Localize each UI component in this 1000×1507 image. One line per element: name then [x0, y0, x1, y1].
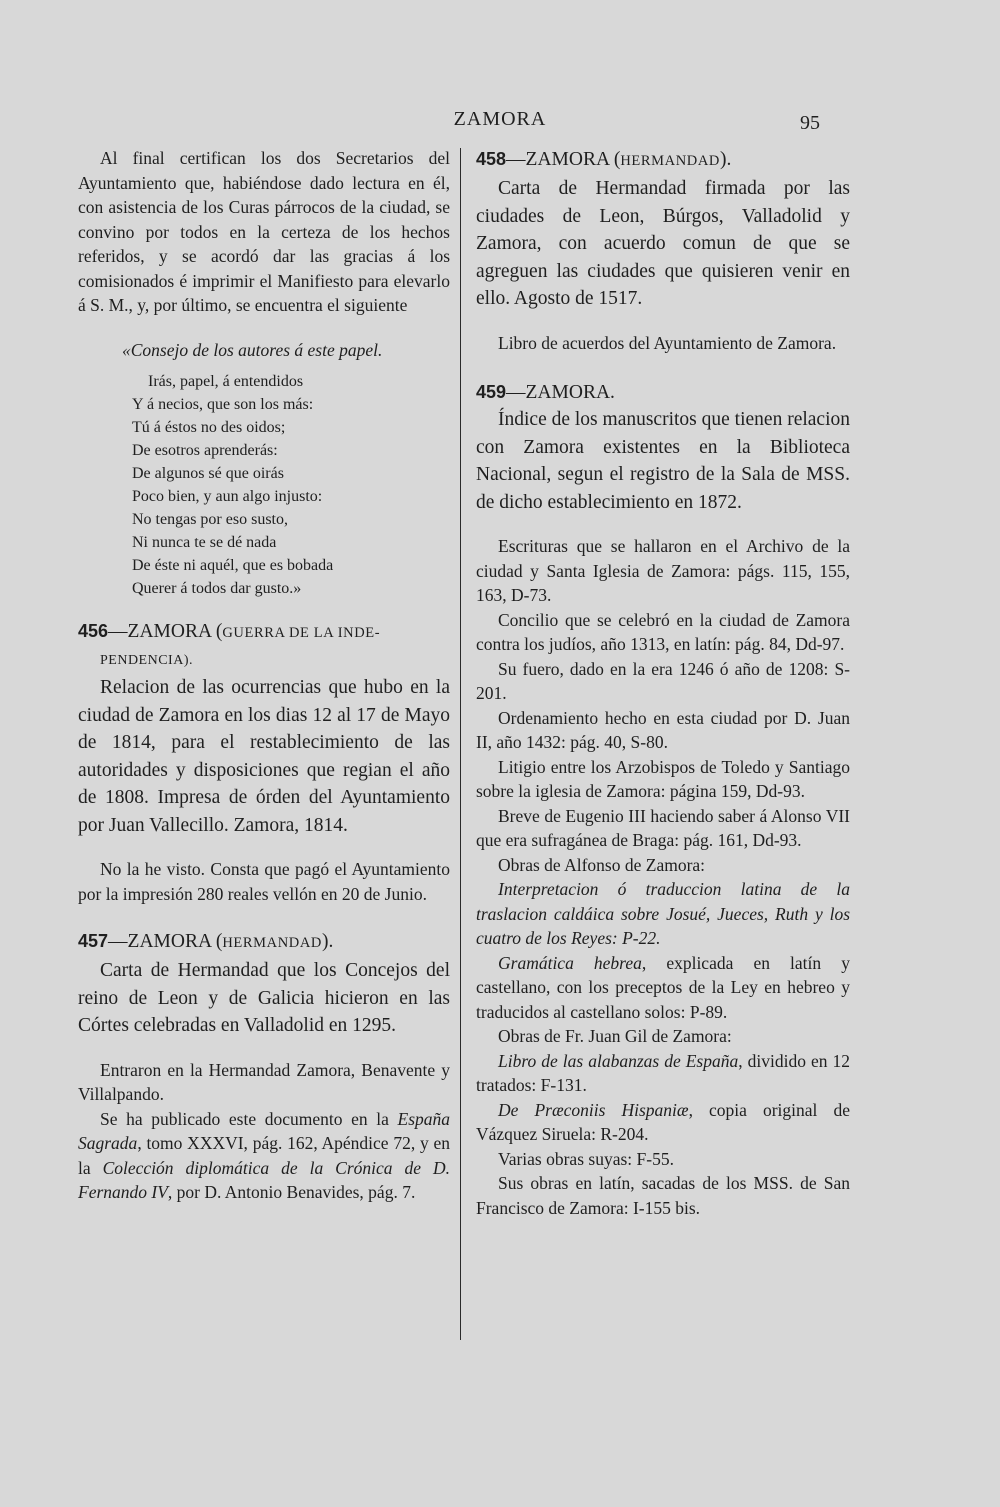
note-text: Se ha publicado este documento en la [100, 1108, 398, 1129]
citation-title: España Sagrada [78, 1108, 450, 1153]
entry-456-body: Relacion de las ocurrencias que hubo en la ciudad de Zamora en los dias 12 al 17 de Mayo de 1814, para el restablecimiento de las autoridades y disposiciones que regian el año de 1808. Impresa de órden del Ayuntamiento por Juan Vallecillo. Zamora, 1814. [78, 677, 450, 836]
entry-459-item [476, 877, 850, 951]
entry-459-heading [476, 379, 850, 406]
entry-459-item: Breve de Eugenio III haciendo saber á Alonso VII que era sufragánea de Braga: pág. 161, Dd-93. [476, 805, 850, 850]
poem-line: Y á necios, que son los más: [132, 396, 314, 413]
note-text: , tomo XXXVI, pág. 162, Apéndice 72, y en la [78, 1133, 450, 1178]
poem-title-text: «Consejo de los autores á este papel. [122, 339, 383, 360]
poem-line: De esotros aprenderás: [132, 442, 278, 459]
item-text: , dividido en 12 tratados: F-131. [476, 1050, 850, 1095]
poem-line: Ni nunca te se dé nada [132, 534, 277, 551]
entry-456-subject: GUERRA DE LA INDE- [222, 625, 381, 641]
entry-456-number: 456 [78, 621, 109, 641]
entry-458-subject: HERMANDAD [620, 153, 720, 169]
entry-459-item [476, 951, 850, 1025]
entry-458-body: Carta de Hermandad firmada por las ciudades de Leon, Búrgos, Valladolid y Zamora, con acuerdo comun de que se agreguen las ciudades que quisieren venir en ello. Agosto de 1517. [476, 178, 850, 309]
entry-459-item: Ordenamiento hecho en esta ciudad por D. Juan II, año 1432: pág. 40, S-80. [476, 707, 850, 752]
work-title: De Præconiis Hispaniæ [498, 1099, 689, 1120]
item-text: , copia original de Vázquez Siruela: R-204. [476, 1099, 850, 1144]
entry-457-title: —ZAMORA ( [108, 931, 223, 952]
intro-paragraph: Al final certifican los dos Secretarios del Ayuntamiento que, habiéndose dado lectura en él, con asistencia de los Curas párrocos de la ciudad, se convino por todos en la certeza de los hechos referidos, y se acordó dar las gracias á los comisionados é imprimir el Manifiesto para elevarlo á S. M., y, por último, se encuentra el siguiente [78, 148, 450, 315]
entry-459-number: 459 [476, 382, 507, 402]
poem-line: Querer á todos dar gusto.» [132, 580, 302, 597]
entry-456-title: —ZAMORA ( [108, 621, 223, 642]
note-text: , por D. Antonio Benavides, pág. 7. [167, 1182, 416, 1202]
item-text: , explicada en latín y castellano, con los preceptos de la Ley en hebreo y traducidos al castellano solos: P-89. [476, 952, 850, 1022]
entry-459-item: Obras de Alfonso de Zamora: [498, 854, 706, 875]
entry-456-heading [78, 618, 450, 674]
entry-459-item: Concilio que se celebró en la ciudad de Zamora contra los judíos, año 1313, en latín: pág. 84, Dd-97. [476, 609, 850, 654]
entry-458-close: ). [720, 149, 732, 170]
entry-459-item: Su fuero, dado en la era 1246 ó año de 1208: S-201. [476, 658, 850, 703]
entry-458-note: Libro de acuerdos del Ayuntamiento de Zamora. [498, 332, 837, 353]
entry-459-item: Sus obras en latín, sacadas de los MSS. de San Francisco de Zamora: I-155 bis. [476, 1173, 850, 1218]
poem-line: Tú á éstos no des oidos; [132, 419, 286, 436]
entry-459-title: —ZAMORA. [506, 382, 615, 403]
left-column [78, 146, 450, 1205]
poem-title [78, 338, 450, 363]
poem-line: No tengas por eso susto, [132, 511, 288, 528]
entry-457-note-2 [78, 1107, 450, 1205]
entry-459-body: Índice de los manuscritos que tienen relacion con Zamora existentes en la Biblioteca Nacional, segun el registro de la Sala de MSS. de dicho establecimiento en 1872. [476, 409, 850, 513]
poem-line: De algunos sé que oirás [132, 465, 284, 482]
entry-457-close: ). [322, 931, 334, 952]
entry-457-heading [78, 928, 450, 957]
entry-458-heading [476, 146, 850, 175]
work-title: Gramática hebrea [498, 952, 642, 973]
page-number: 95 [800, 112, 820, 134]
entry-456-subject-cont: PENDENCIA). [100, 653, 193, 668]
work-title: Libro de las alabanzas de España [498, 1050, 739, 1071]
entry-459-item: Litigio entre los Arzobispos de Toledo y Santiago sobre la iglesia de Zamora: página 159, Dd-93. [476, 756, 850, 801]
poem-line: Poco bien, y aun algo injusto: [132, 488, 323, 505]
poem [132, 370, 450, 600]
page-title: ZAMORA [453, 108, 547, 130]
work-title: Interpretacion ó traduccion latina de la traslacion caldáica sobre Josué, Jueces, Ruth y los cuatro de los Reyes: P-22. [476, 879, 850, 948]
column-divider [460, 148, 461, 1340]
entry-458-number: 458 [476, 149, 507, 169]
entry-459-item: Escrituras que se hallaron en el Archivo de la ciudad y Santa Iglesia de Zamora: págs. 115, 155, 163, D-73. [476, 536, 850, 605]
citation-title: Colección diplomática de la Crónica de D. Fernando IV [78, 1157, 450, 1202]
entry-459-item [476, 1098, 850, 1147]
entry-457-body: Carta de Hermandad que los Concejos del reino de Leon y de Galicia hicieron en las Córtes celebradas en Valladolid en 1295. [78, 960, 450, 1036]
right-column [476, 146, 850, 1220]
entry-457-subject: HERMANDAD [222, 935, 322, 951]
entry-459-item: Obras de Fr. Juan Gil de Zamora: [498, 1026, 732, 1046]
entry-457-number: 457 [78, 931, 109, 951]
entry-459-item: Varias obras suyas: F-55. [498, 1148, 674, 1169]
entry-456-note: No la he visto. Consta que pagó el Ayuntamiento por la impresión 280 reales vellón en 20 de Junio. [78, 859, 450, 904]
entry-457-note-1: Entraron en la Hermandad Zamora, Benavente y Villalpando. [78, 1059, 450, 1104]
poem-line: Irás, papel, á entendidos [148, 373, 304, 390]
poem-line: De éste ni aquél, que es bobada [132, 557, 334, 574]
entry-459-item [476, 1049, 850, 1098]
entry-458-title: —ZAMORA ( [506, 149, 621, 170]
